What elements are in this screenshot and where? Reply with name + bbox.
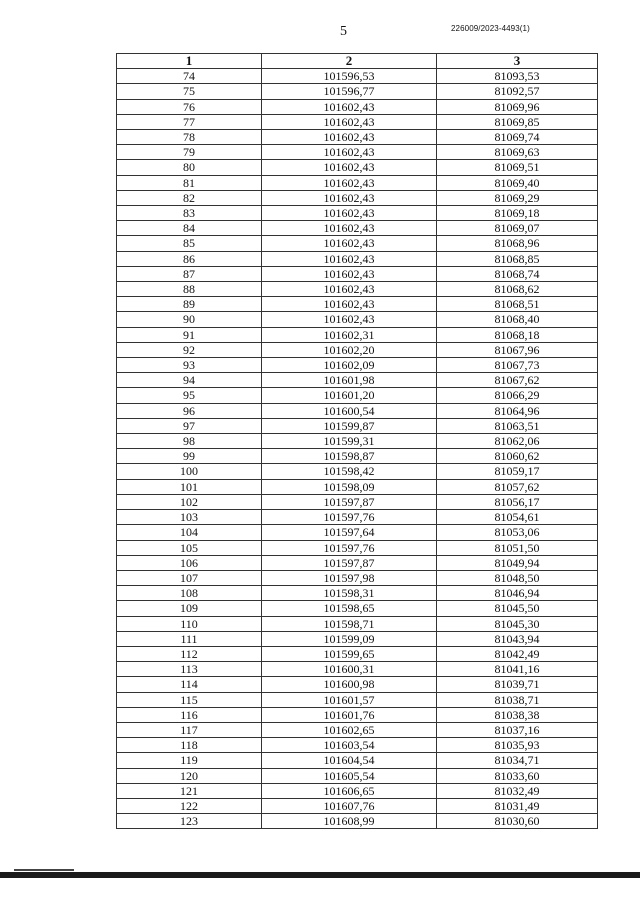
point-number-cell: 109 <box>117 601 262 616</box>
coordinate-x-cell: 101598,87 <box>262 449 437 464</box>
table-row <box>117 768 598 783</box>
point-number-cell: 106 <box>117 555 262 570</box>
coordinate-x-cell: 101602,43 <box>262 251 437 266</box>
coordinate-y-cell: 81049,94 <box>437 555 598 570</box>
point-number-cell: 75 <box>117 84 262 99</box>
table-row <box>117 403 598 418</box>
table-row <box>117 494 598 509</box>
table-row <box>117 783 598 798</box>
coordinates-table <box>116 53 598 829</box>
coordinate-y-cell: 81068,62 <box>437 282 598 297</box>
coordinate-y-cell: 81035,93 <box>437 738 598 753</box>
table-row <box>117 449 598 464</box>
table-row <box>117 84 598 99</box>
coordinate-y-cell: 81067,73 <box>437 358 598 373</box>
table-row <box>117 570 598 585</box>
point-number-cell: 80 <box>117 160 262 175</box>
coordinate-x-cell: 101598,09 <box>262 479 437 494</box>
coordinate-x-cell: 101602,31 <box>262 327 437 342</box>
point-number-cell: 105 <box>117 540 262 555</box>
point-number-cell: 122 <box>117 798 262 813</box>
point-number-cell: 113 <box>117 662 262 677</box>
coordinate-x-cell: 101601,98 <box>262 373 437 388</box>
table-row <box>117 236 598 251</box>
table-row <box>117 692 598 707</box>
point-number-cell: 112 <box>117 646 262 661</box>
coordinate-y-cell: 81092,57 <box>437 84 598 99</box>
coordinate-x-cell: 101598,42 <box>262 464 437 479</box>
coordinate-y-cell: 81068,40 <box>437 312 598 327</box>
coordinate-x-cell: 101605,54 <box>262 768 437 783</box>
coordinate-y-cell: 81039,71 <box>437 677 598 692</box>
table-row <box>117 130 598 145</box>
coordinate-y-cell: 81068,74 <box>437 266 598 281</box>
coordinate-x-cell: 101602,43 <box>262 145 437 160</box>
coordinate-x-cell: 101597,87 <box>262 494 437 509</box>
point-number-cell: 98 <box>117 434 262 449</box>
coordinate-y-cell: 81093,53 <box>437 69 598 84</box>
table-row <box>117 434 598 449</box>
point-number-cell: 121 <box>117 783 262 798</box>
coordinate-y-cell: 81032,49 <box>437 783 598 798</box>
point-number-cell: 76 <box>117 99 262 114</box>
coordinate-x-cell: 101602,65 <box>262 722 437 737</box>
point-number-cell: 88 <box>117 282 262 297</box>
table-row <box>117 707 598 722</box>
point-number-cell: 108 <box>117 586 262 601</box>
coordinate-x-cell: 101606,65 <box>262 783 437 798</box>
coordinate-y-cell: 81062,06 <box>437 434 598 449</box>
coordinate-y-cell: 81030,60 <box>437 814 598 829</box>
coordinate-y-cell: 81034,71 <box>437 753 598 768</box>
table-row <box>117 99 598 114</box>
coordinate-y-cell: 81053,06 <box>437 525 598 540</box>
coordinate-y-cell: 81054,61 <box>437 510 598 525</box>
coordinate-x-cell: 101602,43 <box>262 206 437 221</box>
coordinate-x-cell: 101601,57 <box>262 692 437 707</box>
coordinate-x-cell: 101599,09 <box>262 631 437 646</box>
table-row <box>117 388 598 403</box>
table-row <box>117 586 598 601</box>
column-header-3: 3 <box>437 54 598 69</box>
coordinate-x-cell: 101596,53 <box>262 69 437 84</box>
point-number-cell: 92 <box>117 342 262 357</box>
point-number-cell: 111 <box>117 631 262 646</box>
coordinate-y-cell: 81063,51 <box>437 418 598 433</box>
coordinate-y-cell: 81069,85 <box>437 114 598 129</box>
table-body <box>117 69 598 829</box>
coordinate-x-cell: 101602,43 <box>262 282 437 297</box>
table-row <box>117 327 598 342</box>
coordinate-y-cell: 81067,96 <box>437 342 598 357</box>
coordinate-y-cell: 81045,30 <box>437 616 598 631</box>
coordinate-y-cell: 81059,17 <box>437 464 598 479</box>
page-number: 5 <box>340 24 347 39</box>
coordinate-y-cell: 81056,17 <box>437 494 598 509</box>
point-number-cell: 90 <box>117 312 262 327</box>
coordinate-y-cell: 81069,96 <box>437 99 598 114</box>
point-number-cell: 86 <box>117 251 262 266</box>
point-number-cell: 115 <box>117 692 262 707</box>
coordinate-x-cell: 101602,43 <box>262 114 437 129</box>
coordinate-y-cell: 81066,29 <box>437 388 598 403</box>
coordinate-x-cell: 101602,43 <box>262 266 437 281</box>
coordinate-x-cell: 101602,43 <box>262 221 437 236</box>
point-number-cell: 93 <box>117 358 262 373</box>
point-number-cell: 119 <box>117 753 262 768</box>
point-number-cell: 81 <box>117 175 262 190</box>
coordinate-y-cell: 81069,18 <box>437 206 598 221</box>
coordinate-y-cell: 81069,74 <box>437 130 598 145</box>
point-number-cell: 79 <box>117 145 262 160</box>
coordinate-y-cell: 81068,18 <box>437 327 598 342</box>
table-row <box>117 722 598 737</box>
point-number-cell: 97 <box>117 418 262 433</box>
table-row <box>117 540 598 555</box>
coordinate-x-cell: 101597,98 <box>262 570 437 585</box>
point-number-cell: 83 <box>117 206 262 221</box>
point-number-cell: 77 <box>117 114 262 129</box>
table-row <box>117 373 598 388</box>
coordinate-y-cell: 81031,49 <box>437 798 598 813</box>
coordinate-y-cell: 81038,71 <box>437 692 598 707</box>
table-row <box>117 145 598 160</box>
table-row <box>117 114 598 129</box>
table-row <box>117 677 598 692</box>
coordinate-y-cell: 81045,50 <box>437 601 598 616</box>
bottom-border-line <box>0 872 640 878</box>
coordinate-y-cell: 81069,63 <box>437 145 598 160</box>
coordinate-y-cell: 81051,50 <box>437 540 598 555</box>
coordinate-x-cell: 101597,64 <box>262 525 437 540</box>
coordinate-x-cell: 101602,43 <box>262 99 437 114</box>
coordinate-y-cell: 81064,96 <box>437 403 598 418</box>
table-row <box>117 555 598 570</box>
table-row <box>117 525 598 540</box>
table-row <box>117 418 598 433</box>
coordinate-x-cell: 101607,76 <box>262 798 437 813</box>
point-number-cell: 116 <box>117 707 262 722</box>
coordinate-y-cell: 81067,62 <box>437 373 598 388</box>
coordinate-x-cell: 101602,20 <box>262 342 437 357</box>
coordinate-x-cell: 101600,31 <box>262 662 437 677</box>
coordinate-y-cell: 81041,16 <box>437 662 598 677</box>
coordinate-y-cell: 81069,40 <box>437 175 598 190</box>
coordinate-y-cell: 81037,16 <box>437 722 598 737</box>
table-row <box>117 221 598 236</box>
point-number-cell: 103 <box>117 510 262 525</box>
table-row <box>117 479 598 494</box>
table-row <box>117 798 598 813</box>
coordinate-x-cell: 101602,43 <box>262 190 437 205</box>
coordinate-y-cell: 81069,51 <box>437 160 598 175</box>
coordinate-x-cell: 101601,76 <box>262 707 437 722</box>
coordinate-x-cell: 101599,65 <box>262 646 437 661</box>
column-header-1: 1 <box>117 54 262 69</box>
point-number-cell: 85 <box>117 236 262 251</box>
table-header-row <box>117 54 598 69</box>
table-row <box>117 464 598 479</box>
point-number-cell: 107 <box>117 570 262 585</box>
point-number-cell: 94 <box>117 373 262 388</box>
table-row <box>117 616 598 631</box>
document-reference: 226009/2023-4493(1) <box>451 24 530 33</box>
coordinate-x-cell: 101602,43 <box>262 297 437 312</box>
coordinate-y-cell: 81057,62 <box>437 479 598 494</box>
table-row <box>117 646 598 661</box>
table-row <box>117 662 598 677</box>
coordinate-y-cell: 81069,29 <box>437 190 598 205</box>
point-number-cell: 114 <box>117 677 262 692</box>
coordinate-x-cell: 101600,98 <box>262 677 437 692</box>
column-header-2: 2 <box>262 54 437 69</box>
coordinate-x-cell: 101599,31 <box>262 434 437 449</box>
coordinate-x-cell: 101597,76 <box>262 540 437 555</box>
coordinate-x-cell: 101601,20 <box>262 388 437 403</box>
table-row <box>117 175 598 190</box>
point-number-cell: 78 <box>117 130 262 145</box>
table-row <box>117 282 598 297</box>
coordinate-x-cell: 101608,99 <box>262 814 437 829</box>
point-number-cell: 118 <box>117 738 262 753</box>
point-number-cell: 89 <box>117 297 262 312</box>
bottom-rule-accent <box>14 869 74 871</box>
coordinate-x-cell: 101596,77 <box>262 84 437 99</box>
coordinate-y-cell: 81060,62 <box>437 449 598 464</box>
point-number-cell: 74 <box>117 69 262 84</box>
coordinate-x-cell: 101602,09 <box>262 358 437 373</box>
coordinate-y-cell: 81068,85 <box>437 251 598 266</box>
coordinate-x-cell: 101602,43 <box>262 160 437 175</box>
coordinate-x-cell: 101602,43 <box>262 236 437 251</box>
coordinate-x-cell: 101600,54 <box>262 403 437 418</box>
table-row <box>117 738 598 753</box>
coordinate-y-cell: 81068,51 <box>437 297 598 312</box>
table-row <box>117 206 598 221</box>
table-row <box>117 251 598 266</box>
point-number-cell: 96 <box>117 403 262 418</box>
point-number-cell: 123 <box>117 814 262 829</box>
table-row <box>117 297 598 312</box>
point-number-cell: 120 <box>117 768 262 783</box>
table-row <box>117 342 598 357</box>
point-number-cell: 99 <box>117 449 262 464</box>
coordinate-y-cell: 81043,94 <box>437 631 598 646</box>
coordinate-x-cell: 101598,71 <box>262 616 437 631</box>
coordinate-x-cell: 101602,43 <box>262 175 437 190</box>
point-number-cell: 82 <box>117 190 262 205</box>
point-number-cell: 102 <box>117 494 262 509</box>
table-row <box>117 190 598 205</box>
coordinate-x-cell: 101598,65 <box>262 601 437 616</box>
coordinate-x-cell: 101599,87 <box>262 418 437 433</box>
coordinate-x-cell: 101604,54 <box>262 753 437 768</box>
point-number-cell: 100 <box>117 464 262 479</box>
point-number-cell: 84 <box>117 221 262 236</box>
point-number-cell: 87 <box>117 266 262 281</box>
coordinate-x-cell: 101602,43 <box>262 312 437 327</box>
coordinate-y-cell: 81069,07 <box>437 221 598 236</box>
coordinate-y-cell: 81068,96 <box>437 236 598 251</box>
table-row <box>117 814 598 829</box>
point-number-cell: 117 <box>117 722 262 737</box>
table-row <box>117 601 598 616</box>
table-row <box>117 358 598 373</box>
point-number-cell: 104 <box>117 525 262 540</box>
point-number-cell: 91 <box>117 327 262 342</box>
coordinate-x-cell: 101603,54 <box>262 738 437 753</box>
table-row <box>117 753 598 768</box>
table-row <box>117 631 598 646</box>
point-number-cell: 95 <box>117 388 262 403</box>
coordinate-x-cell: 101602,43 <box>262 130 437 145</box>
coordinate-y-cell: 81046,94 <box>437 586 598 601</box>
coordinate-x-cell: 101597,76 <box>262 510 437 525</box>
coordinate-x-cell: 101597,87 <box>262 555 437 570</box>
coordinate-y-cell: 81033,60 <box>437 768 598 783</box>
table-row <box>117 510 598 525</box>
coordinate-y-cell: 81038,38 <box>437 707 598 722</box>
coordinate-y-cell: 81048,50 <box>437 570 598 585</box>
point-number-cell: 110 <box>117 616 262 631</box>
table-row <box>117 312 598 327</box>
table-row <box>117 69 598 84</box>
table-row <box>117 266 598 281</box>
table-row <box>117 160 598 175</box>
coordinate-y-cell: 81042,49 <box>437 646 598 661</box>
coordinate-x-cell: 101598,31 <box>262 586 437 601</box>
point-number-cell: 101 <box>117 479 262 494</box>
